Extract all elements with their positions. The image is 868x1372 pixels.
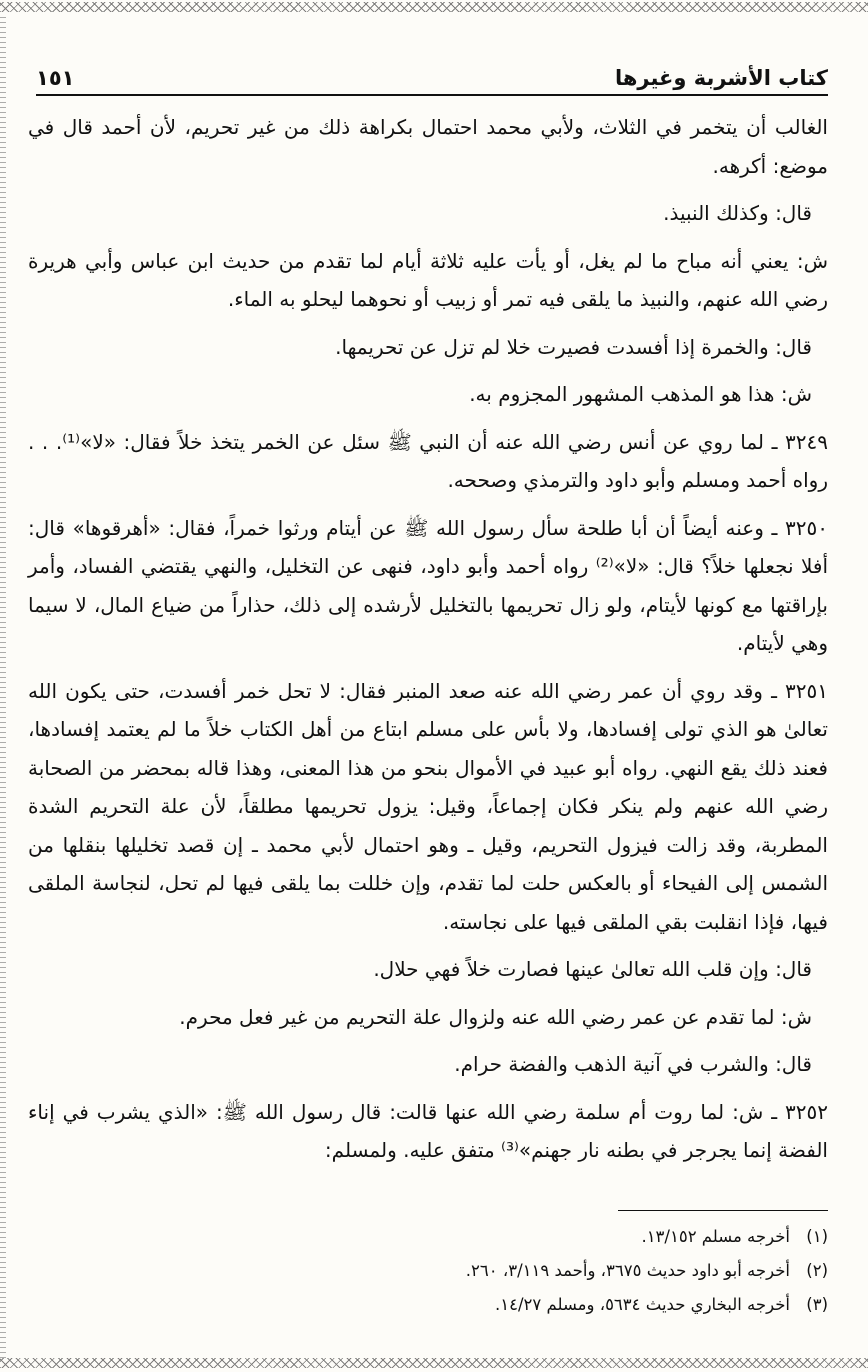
page-number: ١٥١ bbox=[36, 66, 75, 90]
footnote-text: أخرجه مسلم ١٣/١٥٢. bbox=[641, 1227, 790, 1246]
running-head-title: كتاب الأشربة وغيرها bbox=[614, 66, 828, 90]
main-text bbox=[28, 108, 828, 1179]
left-page-edge bbox=[0, 14, 6, 1358]
page-header bbox=[36, 54, 828, 96]
paragraph: الغالب أن يتخمر في الثلاث، ولأبي محمد احتمال بكراهة ذلك من غير تحريم، لأن أحمد قال في موضع: أكرهه. bbox=[28, 115, 828, 178]
hadith-paragraph: ٣٢٥٠ ـ وعنه أيضاً أن أبا طلحة سأل رسول الله ﷺ عن أيتام ورثوا خمراً، فقال: «أهرقوها» قال: أفلا نجعلها خلاً؟ قال: «لا»⁽²⁾ رواه أحمد وأبو داود، فنهى عن التخليل، والنهي يقتضي الفساد، وأمر بإراقتها مع كونها لأيتام، ولو زال تحريمها بالتخليل لأرشده إلى ذلك، حذاراً من ضياع المال، لا سيما وهي لأيتام. bbox=[28, 515, 828, 655]
footnote bbox=[36, 1254, 828, 1288]
paragraph: قال: وكذلك النبيذ. bbox=[663, 201, 812, 225]
footnote-divider bbox=[618, 1210, 828, 1211]
hadith-paragraph: ٣٢٥١ ـ وقد روي أن عمر رضي الله عنه صعد المنبر فقال: لا تحل خمر أفسدت، حتى يكون الله تعالىٰ هو الذي تولى إفسادها، ولا بأس على مسلم ابتاع من أهل الكتاب خلاً ما لم يعتمد إفسادها، فعند ذلك يقع النهي. رواه أبو عبيد في الأموال بنحو من هذا المعنى، وهذا قاله بمحضر من الصحابة رضي الله عنهم ولم ينكر فكان إجماعاً، وقيل: يزول تحريمها مطلقاً، لأن علة التحريم الشدة المطربة، وقد زالت فيزول التحريم، وقيل ـ وهو احتمال لأبي محمد ـ إن قصد تخليلها بنقلها من الشمس إلى الفيحاء أو بالعكس حلت لما تقدم، وإن خللت بما يلقى فيها لم تحل، لنجاسة الملقى فيها، فإذا انقلبت بقي الملقى فيها على نجاسته. bbox=[28, 678, 828, 934]
bottom-ornament-border bbox=[0, 1358, 868, 1368]
paragraph: ش: لما تقدم عن عمر رضي الله عنه ولزوال علة التحريم من غير فعل محرم. bbox=[179, 1004, 812, 1029]
footnote-text: أخرجه أبو داود حديث ٣٦٧٥، وأحمد ٣/١١٩، ٢٦٠. bbox=[465, 1261, 790, 1280]
footnote-number: (١) bbox=[806, 1227, 828, 1246]
footnote-number: (٣) bbox=[806, 1295, 828, 1314]
paragraph: قال: والشرب في آنية الذهب والفضة حرام. bbox=[454, 1052, 812, 1076]
hadith-paragraph: ٣٢٤٩ ـ لما روي عن أنس رضي الله عنه أن النبي ﷺ سئل عن الخمر يتخذ خلاً فقال: «لا»⁽¹⁾. . . رواه أحمد ومسلم وأبو داود والترمذي وصححه. bbox=[28, 429, 829, 492]
footnote-text: أخرجه البخاري حديث ٥٦٣٤، ومسلم ١٤/٢٧. bbox=[495, 1295, 790, 1314]
paragraph: قال: والخمرة إذا أفسدت فصيرت خلا لم تزل عن تحريمها. bbox=[335, 334, 812, 359]
paragraph: ش: يعني أنه مباح ما لم يغل، أو يأت عليه ثلاثة أيام لما تقدم من حديث ابن عباس وأبي هريرة رضي الله عنهم، والنبيذ ما يلقى فيه تمر أو زبيب أو نحوهما ليحلو به الماء. bbox=[28, 248, 828, 311]
footnotes bbox=[36, 1220, 828, 1322]
paragraph: ش: هذا هو المذهب المشهور المجزوم به. bbox=[469, 382, 812, 406]
top-ornament-border bbox=[0, 2, 868, 12]
hadith-paragraph: ٣٢٥٢ ـ ش: لما روت أم سلمة رضي الله عنها قالت: قال رسول الله ﷺ: «الذي يشرب في إناء الفضة إنما يجرجر في بطنه نار جهنم»⁽³⁾ متفق عليه. ولمسلم: bbox=[28, 1099, 828, 1162]
footnote bbox=[36, 1288, 828, 1322]
paragraph: قال: وإن قلب الله تعالىٰ عينها فصارت خلاً فهي حلال. bbox=[373, 957, 812, 981]
footnote bbox=[36, 1220, 828, 1254]
footnote-number: (٢) bbox=[806, 1261, 828, 1280]
